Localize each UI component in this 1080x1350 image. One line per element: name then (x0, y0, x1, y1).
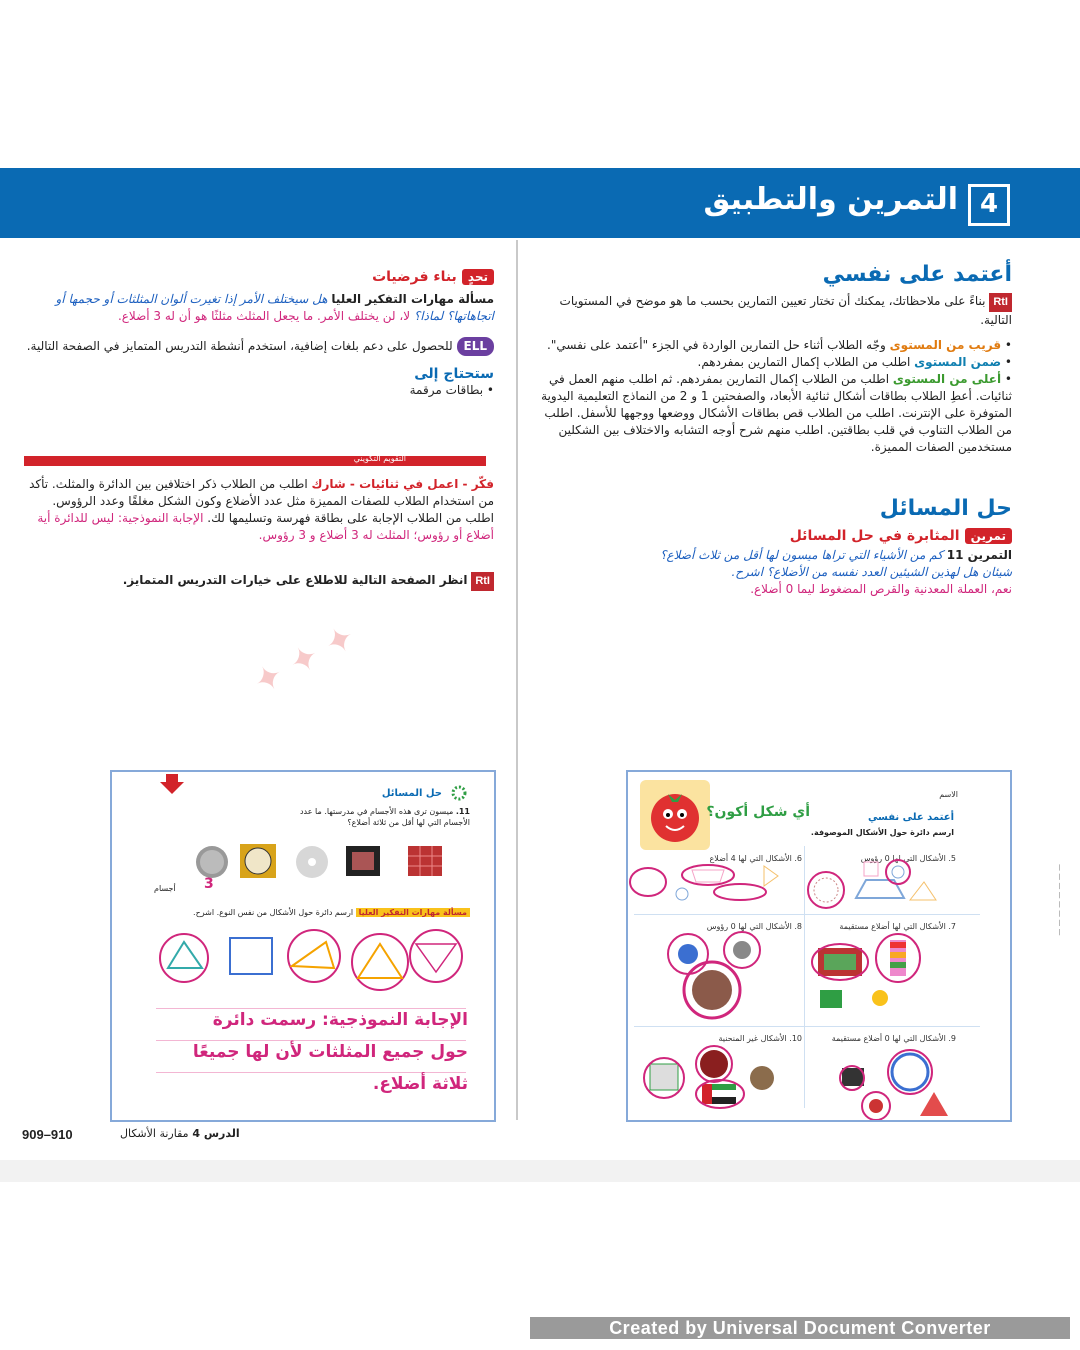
ell-text: للحصول على دعم بلغات إضافية، استخدم أنشطة التدريس المتمايز في الصفحة التالية. (26, 339, 453, 353)
rti-badge: RtI (989, 293, 1012, 312)
ws-left-line-2: حول جميع المثلثات لأن لها جميعًا (192, 1042, 468, 1062)
practice-tag: تمرين (965, 528, 1012, 544)
hots-answer: لا، لن يختلف الأمر. ما يجعل المثلث مثلثًا هو أن له 3 أضلاع. (117, 309, 411, 323)
ws-title: أي شكل أكون؟ (706, 804, 810, 820)
ws-left-answer: 3 (204, 876, 214, 892)
exercise-answer: نعم، العملة المعدنية والقرص المضغوط ليما 0 أضلاع. (750, 582, 1012, 596)
formative-answer: الإجابة النموذجية: ليس للدائرة أية أضلاع أو رؤوس؛ المثلث له 3 أضلاع و 3 رؤوس. (37, 511, 494, 542)
level-item-beyond: • أعلى من المستوى اطلب من الطلاب إكمال التمارين بمفردهم. ثم اطلب منهم العمل في ثنائيات. أعطِ الطلاب بطاقات أشكال ثنائية الأبعاد، والصفحتين 1 و 2 من النماذج التعليمية اليدوية المتوفرة على الإنترنت. اطلب من الطلاب قص بطاقات الأشكال ووضعها ووجهها للأسفل. اطلب من الطلاب التناوب في قلب بطاقتين. اطلب منهم شرح أوجه التشابه والاختلاف بين الشكلين مستخدمين الصفات المميزة. (541, 372, 1012, 454)
ws-left-question: 11. ميسون ترى هذه الأجسام في مدرستها. ما عدد الأجسام التي لها أقل من ثلاثة أضلاع؟ (299, 807, 470, 827)
ws-cell-5: 5. الأشكال التي لها 0 رؤوس (860, 854, 956, 863)
ws-cell-9: 9. الأشكال التي لها 0 أضلاع مستقيمة (831, 1034, 956, 1043)
worksheet-right (626, 770, 1012, 1122)
self-reliance-section (540, 262, 1012, 456)
self-reliance-intro: بناءً على ملاحظاتك، يمكنك أن تختار تعيين التمارين بحسب ما هو موضح في المستويات التالية. (559, 294, 1012, 327)
ruled-line-1 (156, 1008, 466, 1009)
hots-label: مسألة مهارات التفكير العليا (331, 292, 494, 306)
watermark-site-text: ✦ ✦ ✦ (246, 616, 363, 704)
page-numbers: 909–910 (22, 1127, 73, 1142)
ws-instruction: ارسم دائرة حول الأشكال الموصوفة. (810, 828, 954, 837)
footer-strip (0, 1160, 1080, 1182)
exercise-question-2: شيئان هل لهذين الشيئين العدد نفسه من الأضلاع؟ اشرح. (731, 565, 1012, 579)
needs-item: • بطاقات مرقمة (409, 383, 494, 397)
hypotheses-section (24, 266, 494, 399)
level-item-near: • قريب من المستوى وجّه الطلاب أثناء حل التمارين الواردة في الجزء "أعتمد على نفسي". (547, 338, 1012, 352)
lesson-number: 4 (968, 184, 1010, 226)
perseverance-heading: المثابرة في حل المسائل (789, 528, 960, 544)
ws-cell-7: 7. الأشكال التي لها أضلاع مستقيمة (839, 922, 956, 931)
ws-left-hots: مسألة مهارات التفكير العليا ارسم دائرة حول الأشكال من نفس النوع. اشرح. (193, 908, 470, 917)
ws-cell-6: 6. الأشكال التي لها 4 أضلاع (709, 854, 802, 863)
ws-section: أعتمد على نفسي (867, 812, 954, 823)
ws-left-line-3: ثلاثة أضلاع. (372, 1074, 468, 1094)
problem-solving-heading: حل المسائل (879, 496, 1012, 521)
exercise-question: كم من الأشياء التي تراها ميسون لها أقل من ثلاث أضلاع؟ (660, 548, 943, 562)
hypotheses-heading: بناء فرضيات (372, 269, 457, 285)
see-next-rti-badge: RtI (471, 572, 494, 591)
level-item-on: • ضمن المستوى اطلب من الطلاب إكمال التمارين بمفردهم. (697, 355, 1012, 369)
exercise-label: التمرين 11 (946, 548, 1012, 562)
page-title: التمرين والتطبيق (703, 182, 958, 217)
ruled-line-3 (156, 1072, 466, 1073)
ws-left-shapes (112, 772, 494, 1120)
formative-section (24, 476, 494, 591)
problem-solving-section (540, 496, 1012, 598)
formative-text: اطلب من الطلاب ذكر اختلافين بين الدائرة والمثلث. تأكد من استخدام الطلاب للصفات المميزة مثل عدد الأضلاع وكون الشكل مغلقًا وعدد الرؤوس. اطلب من الطلاب الإجابة على بطاقة فهرسة وتسليمها لك. (29, 477, 494, 525)
self-reliance-heading: أعتمد على نفسي (822, 262, 1012, 287)
lesson-footer: الدرس 4 مقارنة الأشكال (120, 1127, 240, 1140)
ruled-line-2 (156, 1040, 466, 1041)
see-next-text: انظر الصفحة التالية للاطلاع على خيارات التدريس المتمايز. (122, 573, 468, 587)
ws-left-unit: أجسام (154, 884, 176, 893)
column-divider (516, 240, 518, 1120)
ws-left-section: حل المسائل (381, 788, 442, 799)
ws-cell-10: 10. الأشكال غير المنحنية (718, 1034, 802, 1043)
ws-cell-8: 8. الأشكال التي لها 0 رؤوس (706, 922, 802, 931)
ws-name-label: الاسم (939, 790, 958, 799)
formative-bar: التقويم التكويني (24, 456, 486, 466)
ell-badge: ELL (457, 337, 495, 356)
needs-heading: ستحتاج إلى (414, 366, 494, 382)
challenge-tag: تحدٍ (462, 269, 494, 285)
hots-question: هل سيختلف الأمر إذا تغيرت ألوان المثلثات أو حجمها أو اتجاهاتها؟ لماذا؟ (55, 292, 494, 323)
converter-watermark: Created by Universal Document Converter (530, 1317, 1070, 1339)
worksheet-left (110, 770, 496, 1122)
ws-left-line-1: الإجابة النموذجية: رسمت دائرة (212, 1010, 468, 1030)
ws-side-credit: — — — — — — — — (1056, 864, 1064, 936)
ws-shapes (628, 772, 1010, 1120)
formative-lead: فكّر - اعمل في ثنائيات - شارك (311, 477, 494, 491)
